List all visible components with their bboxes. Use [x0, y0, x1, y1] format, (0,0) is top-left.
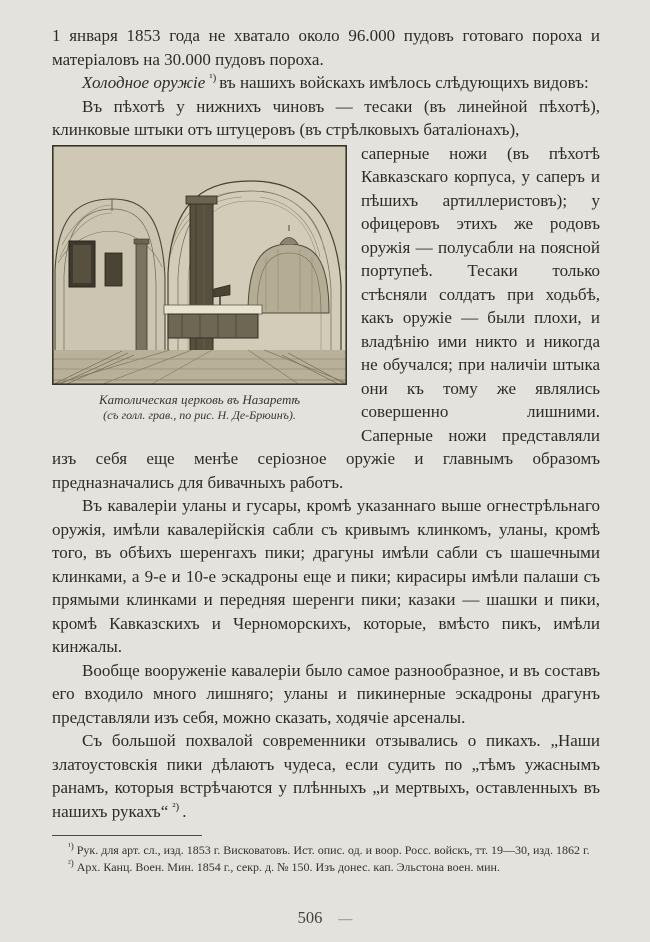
figure-text-flow	[52, 142, 600, 495]
paragraph-cold-weapons-intro	[52, 71, 600, 95]
footnote-ref-1: ¹)	[209, 72, 217, 85]
left-pilaster	[134, 239, 149, 353]
footnote-1-text: Рук. для арт. сл., изд. 1853 г. Висковатовъ. Ист. опис. од. и воор. Росс. войскъ, тт. 19—30, изд. 1862 г.	[76, 843, 590, 857]
page-footer	[0, 908, 650, 928]
paragraph-infantry-intro: Въ пѣхотѣ у нижнихъ чиновъ — тесаки (въ линейной пѣхотѣ), клинковые штыки отъ штуцеровъ (въ стрѣлковыхъ баталіонахъ),	[52, 96, 600, 139]
figure-caption	[52, 392, 347, 423]
footnote-1	[52, 842, 600, 859]
footnotes-block	[52, 842, 600, 875]
footnote-2	[52, 859, 600, 876]
page-number: 506	[297, 908, 323, 927]
footnote-1-marker: ¹)	[68, 841, 74, 851]
footnote-2-text: Арх. Канц. Воен. Мин. 1854 г., секр. д. № 150. Изъ донес. кап. Эльстона воен. мин.	[76, 859, 500, 874]
paragraph-pikes-quote	[52, 729, 600, 823]
italic-term-cold-weapons: Холодное оружіе	[82, 73, 206, 92]
figure-church-engraving	[52, 145, 347, 423]
paragraph-gunpowder: 1 января 1853 года не хватало около 96.000 пудовъ готоваго пороха и матеріаловъ на 30.000 пудовъ пороха.	[52, 26, 600, 69]
paragraph-cold-weapons-rest: въ нашихъ войскахъ имѣлось слѣдующихъ видовъ:	[219, 73, 589, 92]
church-engraving-illustration	[52, 145, 347, 385]
paragraph-infantry-continued: саперные ножи (въ пѣхотѣ Кавказскаго корпуса, у саперъ и пѣшихъ артиллеристовъ); у офицеровъ этихъ же родовъ оружія — полусабли на поясной портупеѣ. Тесаки только стѣсняли солдатъ при ходьбѣ, какъ оружіе — были плохи, и владѣнію ими никто и никогда не обучался; при наличіи штыка они къ тому же являлись совершенно лишними. Саперные ножи представляли изъ себя еще менѣе серіозное оружіе и главнымъ образомъ предназначались для бивачныхъ работъ.	[52, 143, 600, 492]
pikes-quote-text: Съ большой похвалой современники отзывались о пикахъ. „Наши златоустовскія пики дѣлаютъ чудеса, если судить по „тѣмъ ужаснымъ ранамъ, которыя встрѣчаются у плѣнныхъ „и мертвыхъ, оставленныхъ въ нашихъ рукахъ“	[52, 731, 600, 821]
paragraph-cavalry-remark: Вообще вооруженіе кавалеріи было самое разнообразное, и въ составъ его входило много лишняго; уланы и пикинерные эскадроны драгунъ представляли изъ себя, можно сказать, ходячіе арсеналы.	[52, 660, 600, 727]
figure-caption-source: (съ голл. грав., по рис. Н. Де-Брюинъ).	[103, 407, 296, 422]
figure-caption-title: Католическая церковь въ Назаретѣ	[98, 391, 301, 407]
paragraph-cavalry: Въ кавалеріи уланы и гусары, кромѣ указаннаго выше огнестрѣльнаго оружія, имѣли кавалерійскія сабли съ кривымъ клинкомъ, уланы, кромѣ того, въ обѣихъ шеренгахъ пики; драгуны имѣли сабли съ шашечными клинками, а 9-е и 10-е эскадроны еще и пики; кирасиры имѣли палаши съ прямыми клинками и передняя шеренги пики; казаки — шашки и пики, кромѣ Кавказскихъ и Черноморскихъ, которые, вмѣсто пикъ, имѣли кинжалы.	[52, 496, 600, 656]
pikes-quote-period: .	[182, 801, 187, 821]
margin-mark: —	[338, 912, 353, 927]
engraving-frame	[52, 145, 347, 385]
footnote-ref-2: ²)	[172, 800, 180, 813]
footnote-2-marker: ²)	[68, 857, 74, 868]
footnote-separator	[52, 835, 202, 836]
